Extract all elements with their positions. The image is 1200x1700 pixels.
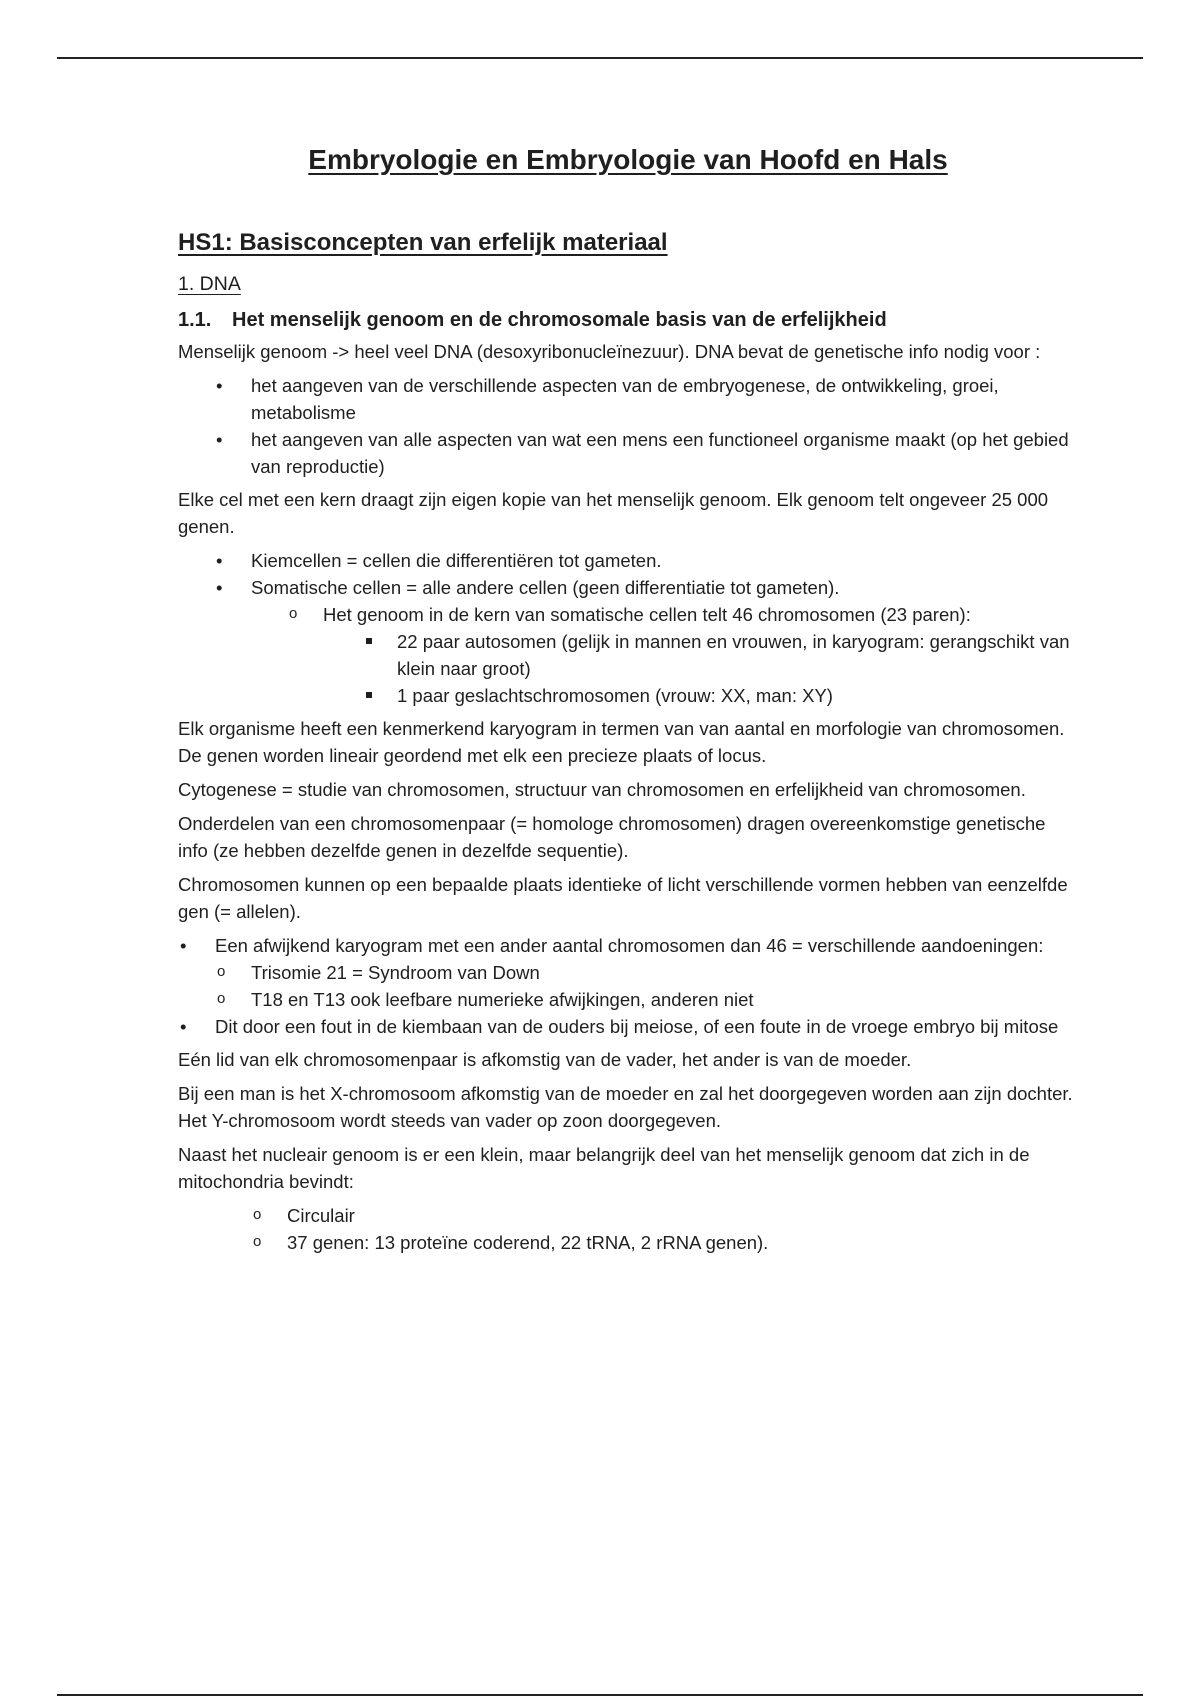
- list-mitochondrial-genome: [251, 1202, 1078, 1256]
- subsection-heading: [178, 306, 1078, 334]
- list-item: • Somatische cellen = alle andere cellen (geen differentiatie tot gameten). o Het genoom in de kern van somatische cellen telt 46 chromosomen (23 paren): 22 paar autosomen (gelijk in mannen en vrouwen, in karyogram: gerangschikt van klein naar groot) 1 paar geslachtschromosomen (vrouw: XX, man: XY): [178, 574, 1078, 709]
- paragraph-mitochondria: Naast het nucleair genoom is er een klein, maar belangrijk deel van het menselijk genoom dat zich in de mitochondria bevindt:: [178, 1144, 1030, 1192]
- document-title: Embryologie en Embryologie van Hoofd en Hals: [308, 144, 948, 175]
- paragraph-karyogram: Elk organisme heeft een kenmerkend karyogram in termen van van aantal en morfologie van chromosomen. De genen worden lineair geordend met elk een precieze plaats of locus.: [178, 718, 1065, 766]
- list-item: 22 paar autosomen (gelijk in mannen en vrouwen, in karyogram: gerangschikt van klein naar groot): [361, 628, 1078, 682]
- subsection-number: 1.1.: [178, 309, 212, 331]
- paragraph-genome: Menselijk genoom -> heel veel DNA (desoxyribonucleïnezuur). DNA bevat de genetische info nodig voor :: [178, 341, 1041, 362]
- sublist: [251, 601, 1078, 709]
- list-item: • Kiemcellen = cellen die differentiëren tot gameten.: [178, 547, 1078, 574]
- list-item: o 37 genen: 13 proteïne coderend, 22 tRNA, 2 rRNA genen).: [251, 1229, 1078, 1256]
- document-page: [178, 140, 1078, 1256]
- header-rule: [57, 57, 1143, 59]
- list-item: • Een afwijkend karyogram met een ander aantal chromosomen dan 46 = verschillende aandoeningen: o Trisomie 21 = Syndroom van Down o T18 en T13 ook leefbare numerieke afwijkingen, anderen niet: [178, 932, 1078, 1013]
- paragraph-homologous: Onderdelen van een chromosomenpaar (= homologe chromosomen) dragen overeenkomstige genetische info (ze hebben dezelfde genen in dezelfde sequentie).: [178, 813, 1046, 861]
- list-item: • het aangeven van de verschillende aspecten van de embryogenese, de ontwikkeling, groei, metabolisme: [178, 372, 1078, 426]
- subsublist: [323, 628, 1078, 709]
- list-cell-types: [178, 547, 1078, 709]
- list-item: o T18 en T13 ook leefbare numerieke afwijkingen, anderen niet: [215, 986, 1078, 1013]
- section-heading: 1. DNA: [178, 273, 241, 295]
- list-item: • het aangeven van alle aspecten van wat een mens een functioneel organisme maakt (op het gebied van reproductie): [178, 426, 1078, 480]
- list-item: o Circulair: [251, 1202, 1078, 1229]
- paragraph-alleles: Chromosomen kunnen op een bepaalde plaats identieke of licht verschillende vormen hebben van eenzelfde gen (= allelen).: [178, 874, 1068, 922]
- list-dna-functions: [178, 372, 1078, 480]
- list-item: 1 paar geslachtschromosomen (vrouw: XX, man: XY): [361, 682, 1078, 709]
- subsection-title: Het menselijk genoom en de chromosomale basis van de erfelijkheid: [232, 309, 887, 331]
- sublist: [215, 959, 1078, 1013]
- list-item: o Het genoom in de kern van somatische cellen telt 46 chromosomen (23 paren): 22 paar autosomen (gelijk in mannen en vrouwen, in karyogram: gerangschikt van klein naar groot) 1 paar geslachtschromosomen (vrouw: XX, man: XY): [251, 601, 1078, 709]
- paragraph-cell-copy: Elke cel met een kern draagt zijn eigen kopie van het menselijk genoom. Elk genoom telt ongeveer 25 000 genen.: [178, 489, 1049, 537]
- chapter-heading: HS1: Basisconcepten van erfelijk materiaal: [178, 229, 668, 256]
- footer-rule: [57, 1694, 1143, 1696]
- list-item: • Dit door een fout in de kiembaan van de ouders bij meiose, of een foute in de vroege embryo bij mitose: [178, 1013, 1078, 1040]
- list-aberrations: [178, 932, 1078, 1040]
- paragraph-parent-origin: Eén lid van elk chromosomenpaar is afkomstig van de vader, het ander is van de moeder.: [178, 1049, 912, 1070]
- paragraph-x-y: Bij een man is het X-chromosoom afkomstig van de moeder en zal het doorgegeven worden aan zijn dochter. Het Y-chromosoom wordt steeds van vader op zoon doorgegeven.: [178, 1083, 1073, 1131]
- list-item: o Trisomie 21 = Syndroom van Down: [215, 959, 1078, 986]
- paragraph-cytogenese: Cytogenese = studie van chromosomen, structuur van chromosomen en erfelijkheid van chromosomen.: [178, 779, 1026, 800]
